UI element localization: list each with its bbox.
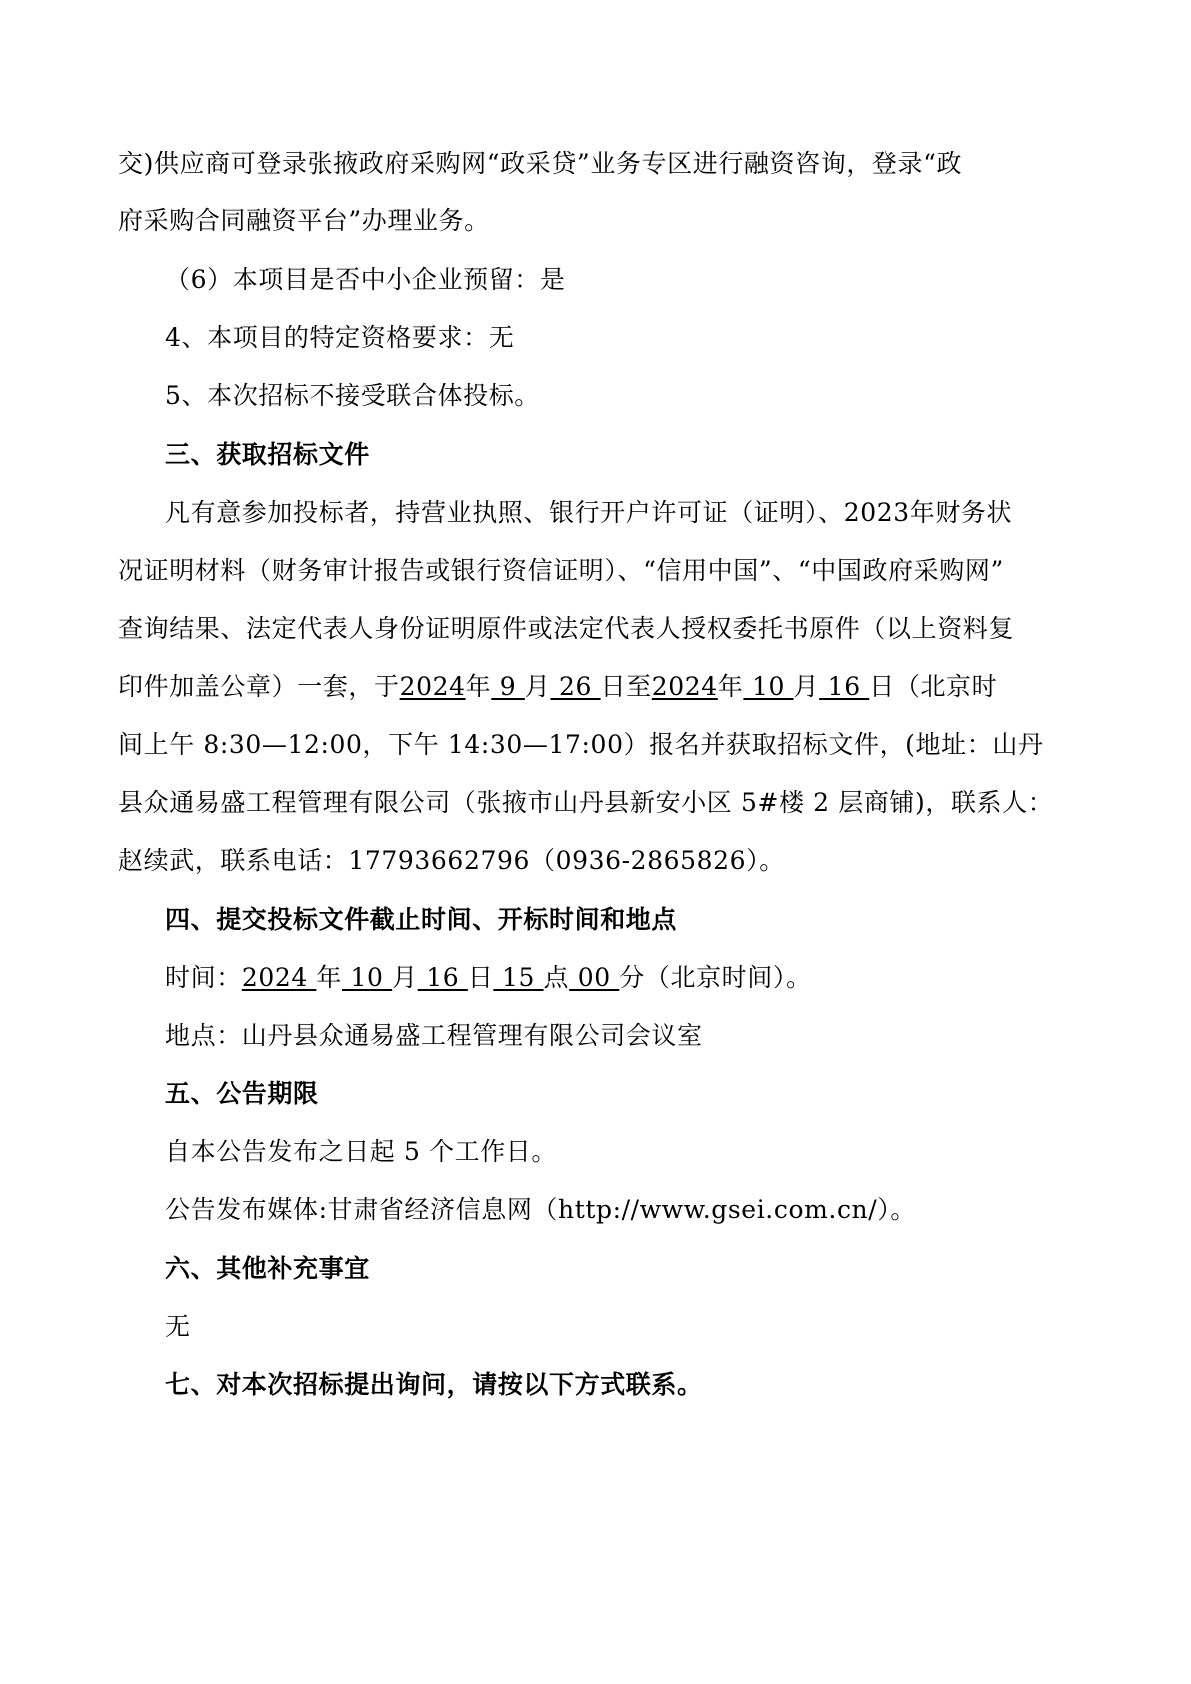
text-run: 日（北京时 xyxy=(869,672,998,701)
paragraph-line: 查询结果、法定代表人身份证明原件或法定代表人授权委托书原件（以上资料复 xyxy=(118,614,1015,643)
paragraph-line xyxy=(118,669,1118,705)
text-run: 月 xyxy=(793,672,820,701)
text-run: 时间： xyxy=(165,963,242,992)
text-run: 日 xyxy=(467,963,494,992)
end-year-field: 2024 xyxy=(651,672,718,701)
paragraph-line: 况证明材料（财务审计报告或银行资信证明）、“信用中国”、“中国政府采购网” xyxy=(118,556,1004,585)
section-heading: 六、其他补充事宜 xyxy=(165,1254,370,1283)
text-run: 月 xyxy=(524,672,551,701)
paragraph-line: 县众通易盛工程管理有限公司（张掖市山丹县新安小区 5#楼 2 层商铺)，联系人： xyxy=(118,788,1054,817)
text-run: 月 xyxy=(392,963,418,992)
deadline-time-line xyxy=(165,960,1165,996)
text-run: 年 xyxy=(717,672,744,701)
deadline-minute-field: 00 xyxy=(569,963,620,992)
deadline-hour-field: 15 xyxy=(493,963,544,992)
text-run: 分（北京时间）。 xyxy=(619,963,812,992)
paragraph-line: 无 xyxy=(165,1312,191,1341)
deadline-year-field: 2024 xyxy=(241,963,317,992)
paragraph-line: 交)供应商可登录张掖政府采购网“政采贷”业务专区进行融资咨询，登录“政 xyxy=(118,149,963,178)
section-heading: 五、公告期限 xyxy=(165,1079,319,1108)
start-month-field: 9 xyxy=(491,672,525,701)
paragraph-line: 地点：山丹县众通易盛工程管理有限公司会议室 xyxy=(165,1021,703,1050)
section-heading: 三、获取招标文件 xyxy=(165,440,370,469)
text-run: 日至 xyxy=(600,672,652,701)
text-run: 点 xyxy=(543,963,570,992)
text-run: 印件加盖公章）一套，于 xyxy=(118,672,400,701)
list-item: （6）本项目是否中小企业预留：是 xyxy=(165,265,566,294)
paragraph-line: 间上午 8:30—12:00，下午 14:30—17:00）报名并获取招标文件，(地址：山丹 xyxy=(118,730,1044,759)
paragraph-line: 府采购合同融资平台”办理业务。 xyxy=(118,206,490,235)
paragraph-line: 公告发布媒体:甘肃省经济信息网（http://www.gsei.com.cn/）。 xyxy=(165,1195,916,1224)
deadline-month-field: 10 xyxy=(342,963,393,992)
list-item: 4、本项目的特定资格要求：无 xyxy=(165,323,515,352)
start-day-field: 26 xyxy=(550,672,601,701)
deadline-day-field: 16 xyxy=(417,963,468,992)
start-year-field: 2024 xyxy=(399,672,466,701)
paragraph-line: 赵续武，联系电话：17793662796（0936-2865826）。 xyxy=(118,846,785,875)
paragraph-line: 凡有意参加投标者，持营业执照、银行开户许可证（证明）、2023年财务状 xyxy=(165,498,1013,527)
text-run: 年 xyxy=(465,672,492,701)
section-heading: 七、对本次招标提出询问，请按以下方式联系。 xyxy=(165,1370,703,1399)
list-item: 5、本次招标不接受联合体投标。 xyxy=(165,381,540,410)
end-month-field: 10 xyxy=(743,672,794,701)
paragraph-line: 自本公告发布之日起 5 个工作日。 xyxy=(165,1137,558,1166)
text-run: 年 xyxy=(316,963,342,992)
section-heading: 四、提交投标文件截止时间、开标时间和地点 xyxy=(165,905,678,934)
end-day-field: 16 xyxy=(819,672,870,701)
